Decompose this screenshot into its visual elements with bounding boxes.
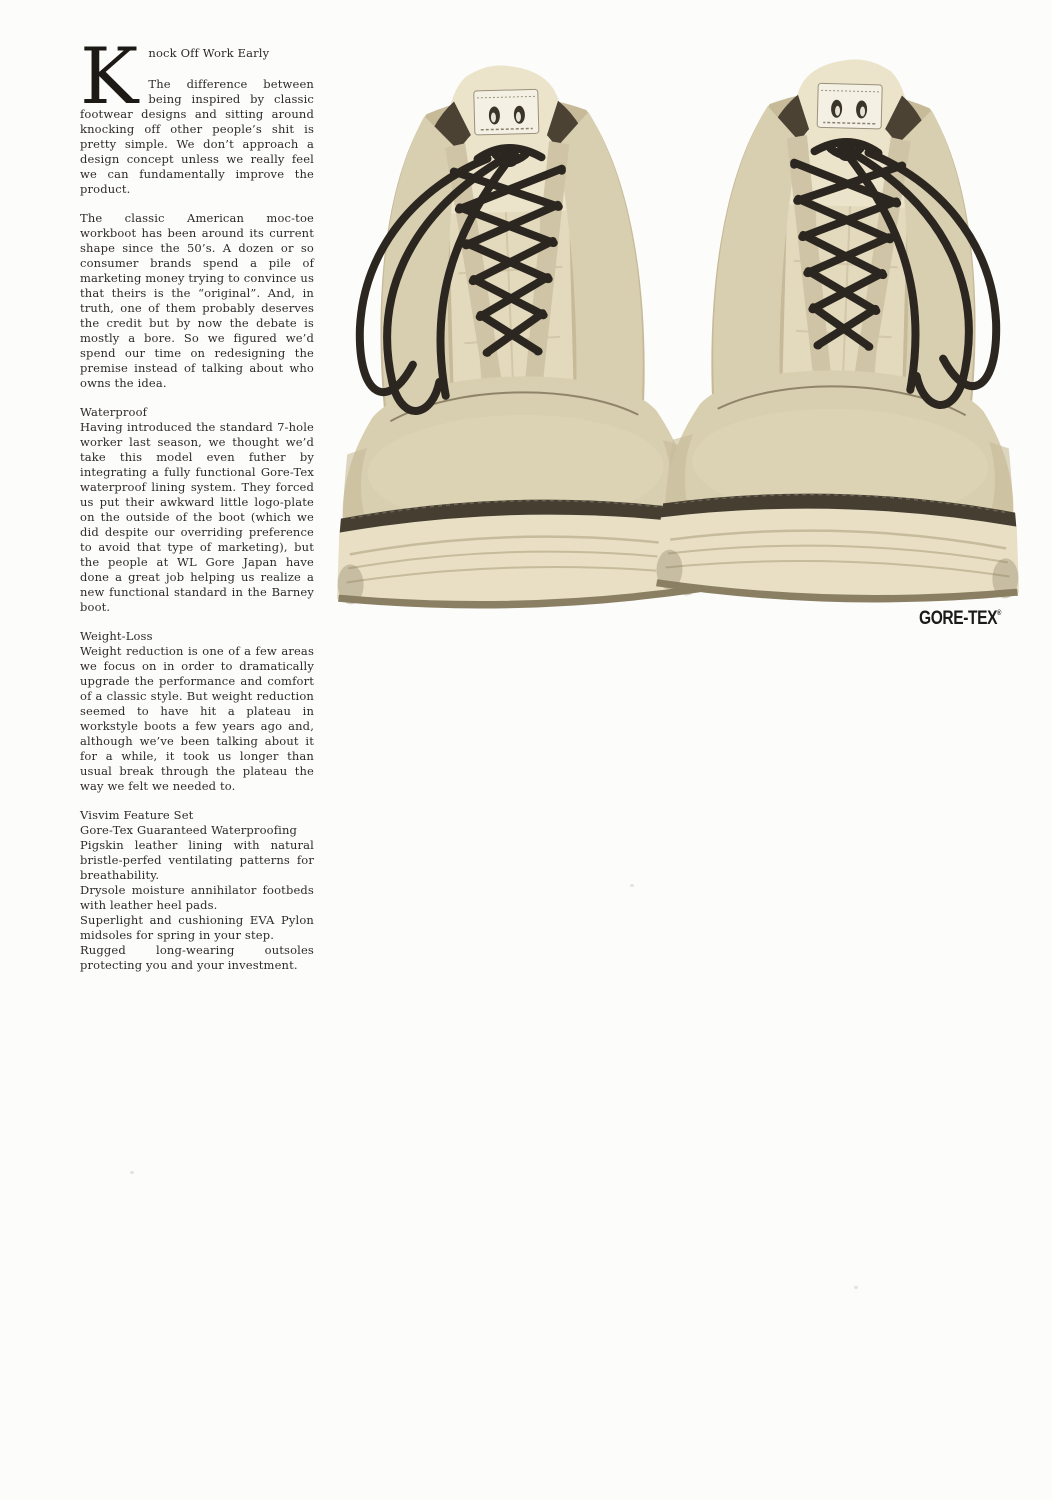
section-heading-weight-loss: Weight-Loss [80, 629, 153, 643]
feature-item: Drysole moisture annihilator footbeds with leather heel pads. [80, 883, 314, 912]
feature-item: Rugged long-wearing outsoles protecting you and your investment. [80, 943, 314, 972]
article-kicker: nock Off Work Early [148, 46, 270, 60]
right-boot [655, 54, 1020, 606]
goretex-logo [919, 608, 1001, 630]
registered-trademark-symbol: ® [997, 610, 1002, 617]
section-heading-waterproof: Waterproof [80, 405, 148, 419]
boots-illustration [328, 52, 1020, 612]
goretex-wordmark: GORE-TEX [919, 608, 998, 629]
article-paragraph: The classic American moc-toe workboot has been around its current shape since the 50’s. A dozen or so consumer brands spend a pile of marketing money trying to convince us that theirs is the “original”. And, in truth, one of them probably deserves the credit but by now the debate is mostly a bore. So we figured we’d spend our time on redesigning the premise instead of talking about who owns the idea. [80, 211, 314, 390]
feature-item: Gore-Tex Guaranteed Waterproofing [80, 823, 298, 837]
feature-item: Superlight and cushioning EVA Pylon midsoles for spring in your step. [80, 913, 314, 942]
section-body-weight-loss: Weight reduction is one of a few areas we focus on in order to dramatically upgrade the performance and comfort of a classic style. But weight reduction seemed to have hit a plateau in workstyle boots a few years ago and, although we’ve been talking about it for a while, it took us longer than usual break through the plateau the way we felt we needed to. [80, 644, 314, 793]
boots-photo [328, 52, 1020, 612]
scan-speck [130, 1171, 134, 1174]
feature-item: Pigskin leather lining with natural bristle-perfed ventilating patterns for breathability. [80, 838, 314, 882]
dropcap-letter: K [80, 32, 139, 122]
article-column [80, 32, 314, 973]
article-intro-paragraph: The difference between being inspired by classic footwear designs and sitting around knocking off other people’s shit is pretty simple. We don’t approach a design concept unless we really feel we can fundamentally improve the product. [80, 77, 314, 196]
scan-speck [630, 884, 634, 887]
section-body-waterproof: Having introduced the standard 7-hole worker last season, we thought we’d take this model even futher by integrating a fully functional Gore-Tex waterproof lining system. They forced us put their awkward little logo-plate on the outside of the boot (which we did despite our overriding preference to avoid that type of marketing), but the people at WL Gore Japan have done a great job helping us realize a new functional standard in the Barney boot. [80, 420, 314, 614]
section-heading-feature-set: Visvim Feature Set [80, 808, 194, 822]
left-boot [328, 60, 701, 612]
scan-speck [854, 1286, 858, 1289]
